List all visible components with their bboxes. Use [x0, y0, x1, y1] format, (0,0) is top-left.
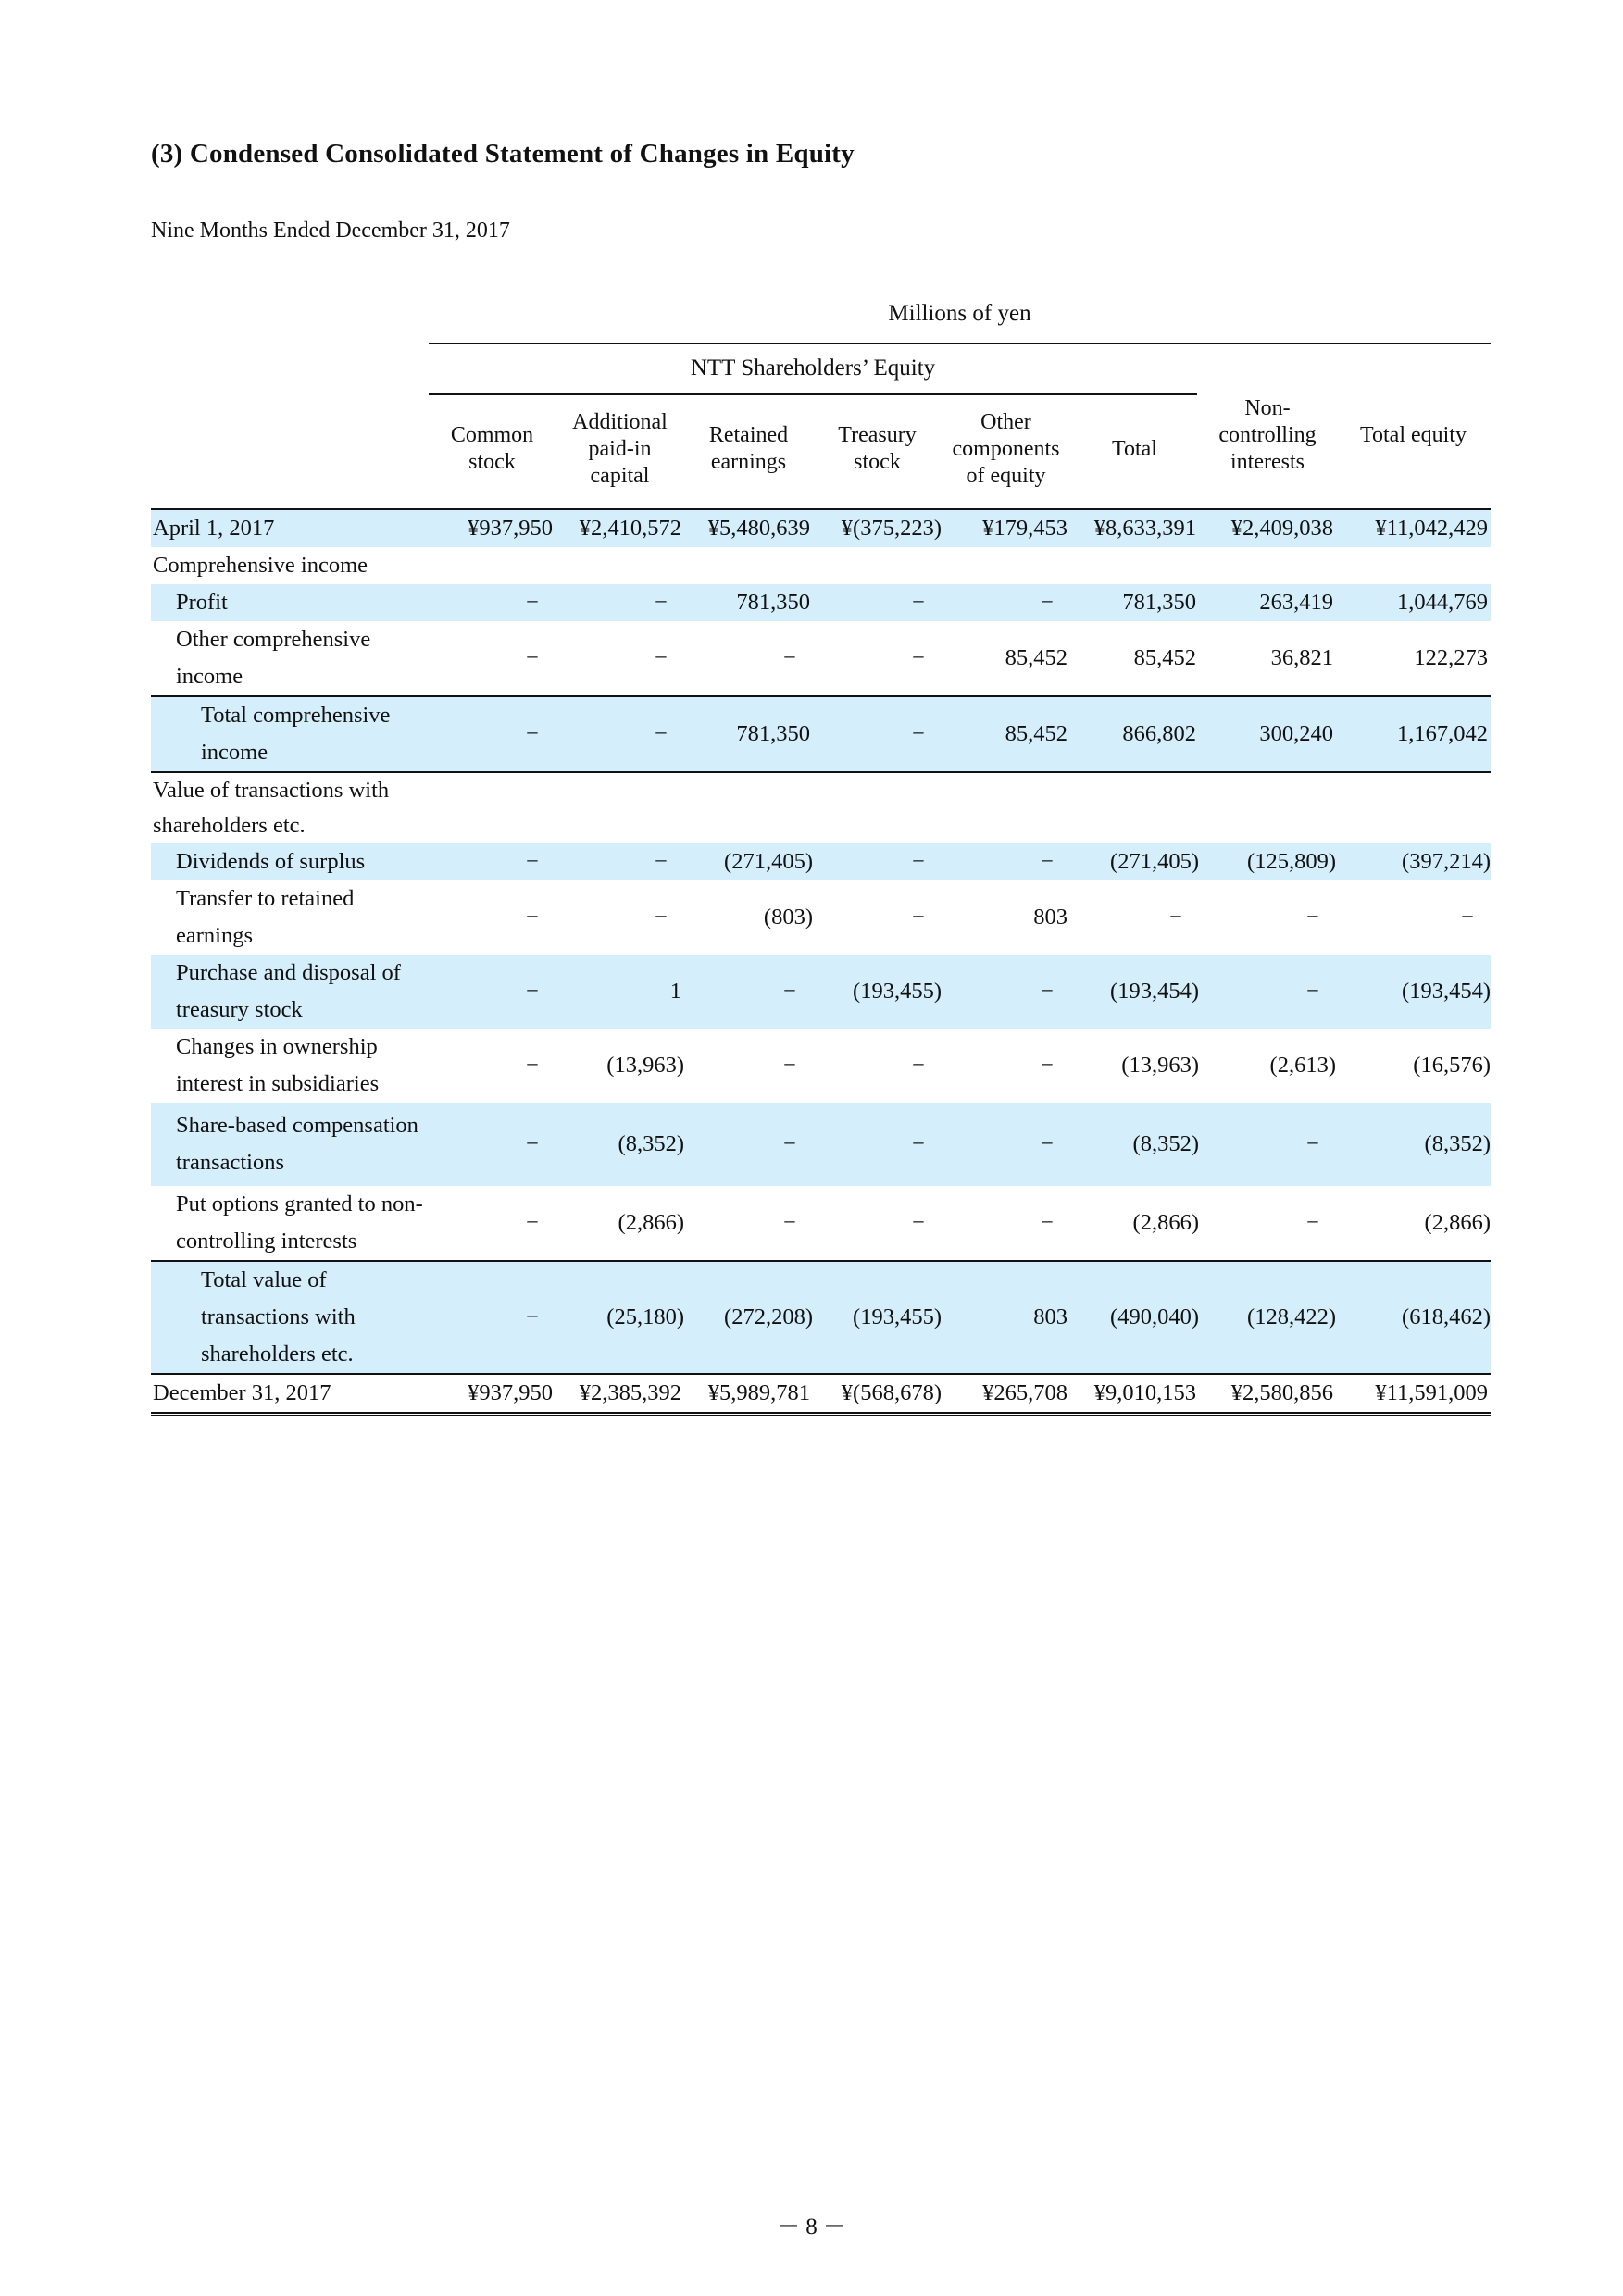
- column-header-8: [1336, 361, 1491, 509]
- table-row: [151, 547, 1491, 584]
- column-header-5: [942, 389, 1070, 509]
- column-header-2: [556, 389, 684, 509]
- cell-value: (16,576): [1413, 1053, 1491, 1078]
- cell-value: (271,405): [1070, 843, 1199, 880]
- cell-value: (128,422): [1199, 1261, 1336, 1374]
- cell-value: ¥(568,678): [813, 1374, 942, 1415]
- cell-value: [813, 772, 942, 843]
- cell-value: (8,352): [1070, 1103, 1199, 1186]
- cell-value: (8,352): [1336, 1103, 1491, 1186]
- cell-value: (193,454): [1070, 955, 1199, 1029]
- cell-value: ¥5,989,781: [684, 1374, 813, 1415]
- cell-value: (272,208): [684, 1261, 813, 1374]
- cell-value: 1,167,042: [1336, 696, 1491, 772]
- cell-value: −: [813, 1103, 942, 1186]
- cell-value: ¥179,453: [942, 509, 1070, 547]
- column-header-text: [1360, 422, 1467, 449]
- table-row: [151, 1374, 1491, 1415]
- cell-value: −: [813, 843, 942, 880]
- cell-value: ¥(375,223): [813, 509, 942, 547]
- column-header-1: [429, 389, 556, 509]
- column-header-line: Retained: [708, 423, 789, 447]
- column-header-line: Common: [450, 423, 534, 447]
- cell-value: [1070, 547, 1199, 584]
- cell-value: [1336, 772, 1491, 843]
- cell-value: ¥9,010,153: [1070, 1374, 1199, 1415]
- cell-value: (193,455): [813, 1261, 942, 1374]
- cell-value: [942, 772, 1070, 843]
- row-label: Purchase and disposal of treasury stock: [151, 955, 429, 1029]
- table-row: [151, 880, 1491, 955]
- cell-value: (8,352): [556, 1103, 684, 1186]
- cell-value: −: [684, 1103, 813, 1186]
- cell-value: −: [912, 1053, 925, 1078]
- column-header-line: of equity: [966, 463, 1046, 488]
- column-header-4: [813, 389, 942, 509]
- cell-value: −: [429, 955, 556, 1029]
- table-row: [151, 955, 1491, 1029]
- cell-value: (193,455): [813, 955, 942, 1029]
- cell-value: −: [429, 843, 556, 880]
- cell-value: −: [556, 584, 684, 621]
- cell-value: (13,963): [1121, 1053, 1199, 1078]
- cell-value: ¥11,042,429: [1336, 509, 1491, 547]
- column-header-line: Non-: [1244, 395, 1291, 420]
- cell-value: 263,419: [1199, 584, 1336, 621]
- cell-value: −: [1306, 1210, 1319, 1235]
- row-label: December 31, 2017: [151, 1374, 429, 1415]
- period-subtitle: Nine Months Ended December 31, 2017: [151, 218, 510, 243]
- table-row: [151, 621, 1491, 696]
- cell-value: −: [1041, 1053, 1054, 1078]
- column-header-text: [1112, 436, 1157, 463]
- cell-value: ¥2,385,392: [556, 1374, 684, 1415]
- column-header-line: earnings: [710, 450, 787, 474]
- cell-value: −: [655, 645, 668, 670]
- row-label: Total value of transactions with shareholders etc.: [151, 1261, 429, 1374]
- column-header-line: interests: [1230, 449, 1305, 474]
- row-label: Share-based compensation transactions: [151, 1103, 429, 1186]
- cell-value: (271,405): [684, 843, 813, 880]
- cell-value: −: [1199, 955, 1336, 1029]
- cell-value: [556, 772, 684, 843]
- table-row: [151, 509, 1491, 547]
- column-header-line: Other: [980, 409, 1031, 434]
- cell-value: −: [1041, 1210, 1054, 1235]
- cell-value: −: [1199, 1103, 1336, 1186]
- cell-value: −: [429, 584, 556, 621]
- cell-value: (125,809): [1199, 843, 1336, 880]
- cell-value: 781,350: [684, 584, 813, 621]
- column-header-line: paid-in: [588, 436, 652, 461]
- column-header-line: stock: [854, 450, 901, 474]
- cell-value: (397,214): [1336, 843, 1491, 880]
- cell-value: −: [556, 696, 684, 772]
- column-header-line: Additional: [572, 409, 668, 434]
- table-row: [151, 1029, 1491, 1103]
- column-header-text: [1218, 395, 1316, 476]
- cell-value: [684, 547, 813, 584]
- units-rule: [429, 343, 1491, 344]
- cell-value: ¥2,409,038: [1199, 509, 1336, 547]
- cell-value: ¥2,580,856: [1199, 1374, 1336, 1415]
- row-label: Comprehensive income: [153, 553, 368, 578]
- cell-value: −: [912, 1210, 925, 1235]
- row-label: Changes in ownership interest in subsidiaries: [176, 1034, 380, 1096]
- cell-value: ¥937,950: [429, 509, 556, 547]
- column-header-line: components: [952, 436, 1060, 461]
- cell-value: −: [1306, 905, 1319, 930]
- column-header-6: [1070, 389, 1199, 509]
- cell-value: 85,452: [1005, 645, 1067, 670]
- row-label: Transfer to retained earnings: [176, 886, 355, 948]
- cell-value: −: [526, 645, 539, 670]
- cell-value: 781,350: [1070, 584, 1199, 621]
- cell-value: (13,963): [606, 1053, 684, 1078]
- cell-value: (2,613): [1269, 1053, 1336, 1078]
- cell-value: ¥265,708: [942, 1374, 1070, 1415]
- cell-value: 85,452: [1133, 645, 1196, 670]
- column-header-text: [572, 409, 668, 490]
- cell-value: (2,866): [618, 1210, 684, 1235]
- cell-value: −: [783, 645, 796, 670]
- column-header-text: [953, 409, 1060, 490]
- cell-value: [1070, 772, 1199, 843]
- cell-value: (193,454): [1336, 955, 1491, 1029]
- column-header-text: [709, 422, 788, 476]
- cell-value: 300,240: [1199, 696, 1336, 772]
- table-row: [151, 584, 1491, 621]
- column-header-line: stock: [468, 450, 516, 474]
- cell-value: −: [813, 584, 942, 621]
- table-row: [151, 843, 1491, 880]
- cell-value: (25,180): [556, 1261, 684, 1374]
- cell-value: [556, 547, 684, 584]
- cell-value: [684, 772, 813, 843]
- cell-value: −: [942, 955, 1070, 1029]
- column-header-text: [838, 422, 916, 476]
- column-header-line: capital: [590, 463, 650, 488]
- section-title: (3) Condensed Consolidated Statement of Changes in Equity: [151, 139, 855, 168]
- table-row: [151, 1261, 1491, 1374]
- cell-value: 1,044,769: [1336, 584, 1491, 621]
- cell-value: ¥5,480,639: [684, 509, 813, 547]
- cell-value: 122,273: [1414, 645, 1488, 670]
- cell-value: −: [526, 905, 539, 930]
- cell-value: [429, 547, 556, 584]
- cell-value: −: [942, 584, 1070, 621]
- cell-value: 1: [556, 955, 684, 1029]
- row-label: Put options granted to non-controlling interests: [176, 1192, 423, 1254]
- cell-value: −: [912, 905, 925, 930]
- cell-value: −: [655, 905, 668, 930]
- cell-value: 866,802: [1070, 696, 1199, 772]
- cell-value: [429, 772, 556, 843]
- cell-value: −: [942, 1103, 1070, 1186]
- row-label: Value of transactions with shareholders etc.: [151, 772, 429, 843]
- cell-value: −: [526, 1210, 539, 1235]
- row-label: Dividends of surplus: [151, 843, 429, 880]
- table-row: [151, 1103, 1491, 1186]
- cell-value: 85,452: [942, 696, 1070, 772]
- cell-value: −: [783, 1210, 796, 1235]
- cell-value: ¥937,950: [429, 1374, 556, 1415]
- cell-value: −: [813, 696, 942, 772]
- cell-value: (2,866): [1132, 1210, 1199, 1235]
- cell-value: 781,350: [684, 696, 813, 772]
- column-header-7: [1199, 361, 1336, 509]
- cell-value: ¥11,591,009: [1336, 1374, 1491, 1415]
- cell-value: ¥2,410,572: [556, 509, 684, 547]
- cell-value: −: [556, 843, 684, 880]
- column-header-text: [451, 422, 533, 476]
- cell-value: [813, 547, 942, 584]
- table-row: [151, 772, 1491, 843]
- cell-value: (618,462): [1336, 1261, 1491, 1374]
- cell-value: [1199, 772, 1336, 843]
- cell-value: −: [912, 645, 925, 670]
- cell-value: −: [429, 1103, 556, 1186]
- table-row: [151, 1186, 1491, 1261]
- units-label: Millions of yen: [888, 301, 1031, 326]
- cell-value: −: [429, 1261, 556, 1374]
- table-row: [151, 696, 1491, 772]
- column-header-line: Total: [1112, 436, 1157, 461]
- column-header-3: [684, 389, 813, 509]
- equity-table: [151, 508, 1491, 1416]
- cell-value: 36,821: [1270, 645, 1333, 670]
- cell-value: (2,866): [1424, 1210, 1491, 1235]
- cell-value: [942, 547, 1070, 584]
- column-header-line: controlling: [1218, 422, 1317, 447]
- cell-value: −: [783, 1053, 796, 1078]
- cell-value: 803: [942, 1261, 1070, 1374]
- column-header-line: Total equity: [1360, 422, 1467, 447]
- cell-value: [1336, 547, 1491, 584]
- row-label: Profit: [151, 584, 429, 621]
- cell-value: −: [942, 843, 1070, 880]
- cell-value: [1199, 547, 1336, 584]
- cell-value: 803: [1033, 905, 1067, 930]
- cell-value: −: [1169, 905, 1182, 930]
- cell-value: ¥8,633,391: [1070, 509, 1199, 547]
- row-label: April 1, 2017: [151, 509, 429, 547]
- cell-value: −: [1461, 905, 1474, 930]
- cell-value: −: [526, 1053, 539, 1078]
- cell-value: (803): [763, 905, 813, 930]
- shareholders-equity-header: NTT Shareholders’ Equity: [690, 356, 936, 381]
- cell-value: (490,040): [1070, 1261, 1199, 1374]
- cell-value: −: [429, 696, 556, 772]
- cell-value: −: [684, 955, 813, 1029]
- column-header-line: Treasury: [838, 423, 917, 447]
- row-label: Total comprehensive income: [151, 696, 429, 772]
- page-number: － 8 －: [776, 2215, 846, 2240]
- row-label: Other comprehensive income: [176, 627, 371, 689]
